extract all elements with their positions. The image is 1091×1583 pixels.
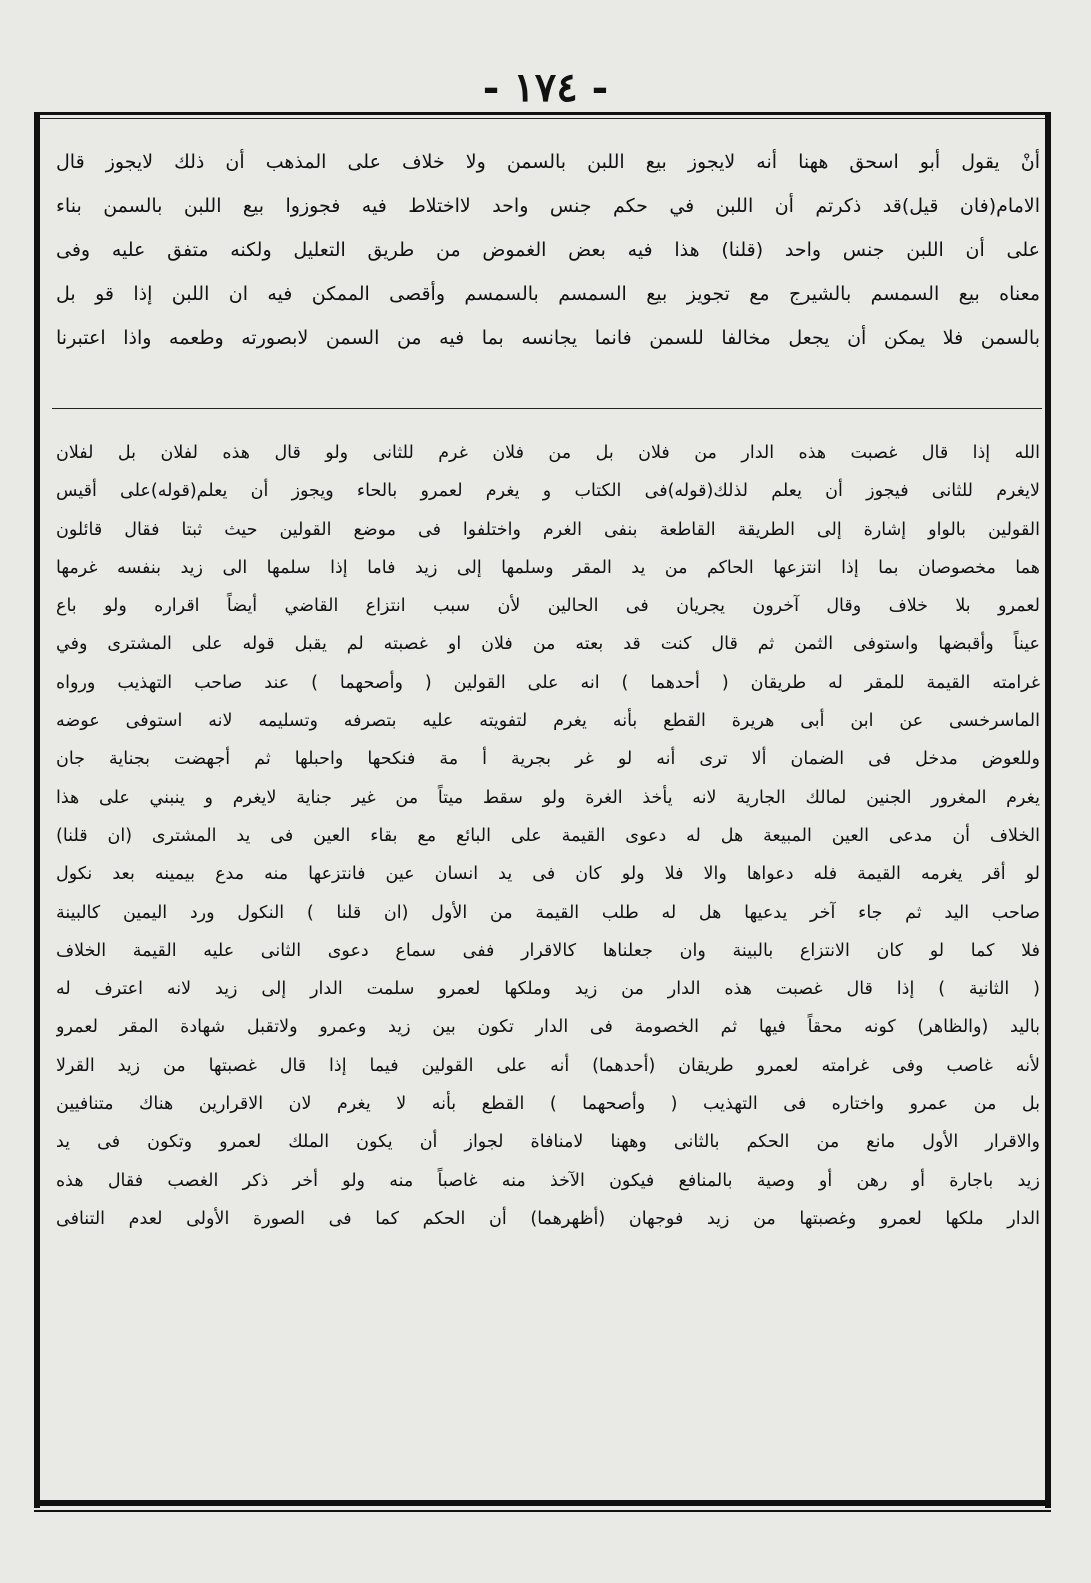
- main-text-line: الدار ملكها لعمرو وغصبتها من زيد فوجهان (أظهرهما) أن الحكم كما فى الصورة الأولى لعدم التنافى: [56, 1208, 1040, 1229]
- page-number: - ١٧٤ -: [482, 64, 609, 111]
- main-text-line: ( الثانية ) إذا قال غصبت هذه الدار من زيد وملكها لعمرو سلمت الدار إلى زيد لانه اعترف له: [56, 979, 1040, 1000]
- main-text-line: زيد باجارة أو رهن أو وصية بالمنافع فيكون الآخذ منه غاصباً منه ولو أخر ذكر الغصب فقال هذه: [56, 1170, 1040, 1191]
- upper-text-line: بالسمن فلا يمكن أن يجعل مخالفا للسمن فانما يجانسه بما فيه من السمن لابصورته وطعمه واذا اعتبرنا: [56, 327, 1040, 349]
- main-text-line: القولين بالواو إشارة إلى الطريقة القاطعة بنفى الغرم واختلفوا فى موضع القولين حيث ثبتا فقال قائلون: [56, 519, 1040, 540]
- section-divider: [52, 408, 1042, 409]
- main-text-block: [56, 434, 1040, 1238]
- main-text-line: والاقرار الأول مانع من الحكم بالثانى وههنا لامنافاة لجواز أن يكون الملك لعمرو وتكون فى يد: [56, 1132, 1040, 1153]
- upper-text-line: معناه بيع السمسم بالشيرج مع تجويز بيع السمسم بالسمسم وأقصى الممكن فيه ان اللبن إذا قو بل: [56, 283, 1040, 305]
- upper-text-block: [56, 140, 1040, 360]
- main-text-line: وللعوض مدخل فى الضمان ألا ترى أنه لو غر بجرية أ مة فنكحها واحبلها ثم أجهضت بجناية جان: [56, 749, 1040, 770]
- main-text-line: الخلاف أن مدعى العين المبيعة هل له دعوى القيمة على البائع مع بقاء العين فى يد المشترى (ان قلنا): [56, 825, 1040, 846]
- main-text-line: باليد (والظاهر) كونه محقاً فيها ثم الخصومة فى الدار تكون بين زيد وعمرو ولاتقبل شهادة المقر لعمرو: [56, 1017, 1040, 1038]
- upper-text-line: على أن اللبن جنس واحد (قلنا) هذا فيه بعض الغموض من طريق التعليل ولكنه متفق عليه وفى: [56, 239, 1040, 261]
- main-text-line: صاحب اليد ثم جاء آخر يدعيها هل له طلب القيمة من الأول (ان قلنا ) النكول ورد اليمين كالبينة: [56, 902, 1040, 923]
- main-text-line: لعمرو بلا خلاف وقال آخرون يجريان فى الحالين لأن سبب انتزاع القاضي أيضاً اقراره ولو باع: [56, 596, 1040, 617]
- main-text-line: بل من عمرو واختاره فى التهذيب ( وأصحهما ) القطع بأنه لا يغرم لان الاقرارين هناك متنافيين: [56, 1094, 1040, 1115]
- main-text-line: الله إذا قال غصبت هذه الدار من فلان بل من فلان غرم للثانى ولو قال هذه لفلان بل لفلان: [56, 443, 1040, 463]
- main-text-line: غرامته القيمة للمقر له طريقان ( أحدهما ) انه على القولين ( وأصحهما ) عند صاحب التهذيب ورواه: [56, 672, 1040, 693]
- upper-text-line: الامام(فان قيل)قد ذكرتم أن اللبن في حكم جنس واحد لااختلاط فيه فجوزوا بيع اللبن بالسمن بناء: [56, 195, 1040, 217]
- main-text-line: عيناً وأقبضها واستوفى الثمن ثم قال كنت قد بعته من فلان او غصبته لم يقبل قوله على المشترى وفي: [56, 634, 1040, 655]
- bottom-thick-rule: [34, 1500, 1051, 1506]
- main-text-line: فلا كما لو كان الانتزاع بالبينة وان جعلناها كالاقرار ففى سماع دعوى الثانى عليه القيمة الخلاف: [56, 940, 1040, 961]
- main-text-line: هما مخصوصان بما إذا انتزعها الحاكم من يد المقر وسلمها إلى زيد فاما إذا سلمها الى زيد بنفسه غرمها: [56, 557, 1040, 578]
- main-text-line: لايغرم للثانى فيجوز أن يعلم لذلك(قوله)فى الكتاب و يغرم لعمرو بالحاء ويجوز أن يعلم(قوله)على أقيس: [56, 481, 1040, 502]
- main-text-line: لو أقر يغرمه القيمة فله دعواها والا فلا ولو كان فى يد انسان عين فانتزعها منه مدع بيمينه بعد نكول: [56, 864, 1040, 885]
- frame-top-inner-rule: [40, 118, 1045, 119]
- main-text-line: يغرم المغرور الجنين لمالك الجارية لانه يأخذ الغرة ولو سقط ميتاً من غير جناية لايغرم و ينبني على هذا: [56, 787, 1040, 808]
- main-text-line: لأنه غاصب وفى غرامته لعمرو طريقان (أحدهما) أنه على القولين فيما إذا قال غصبتها من زيد القرلا: [56, 1055, 1040, 1076]
- bottom-thin-rule: [34, 1510, 1051, 1512]
- main-text-line: الماسرخسى عن ابن أبى هريرة القطع بأنه يغرم لتفويته عليه بتصرفه وتسليمه لانه استوفى عوضه: [56, 711, 1040, 732]
- upper-text-line: أنْ يقول أبو اسحق ههنا أنه لايجوز بيع اللبن بالسمن ولا خلاف على المذهب أن ذلك لايجوز قال: [56, 151, 1040, 173]
